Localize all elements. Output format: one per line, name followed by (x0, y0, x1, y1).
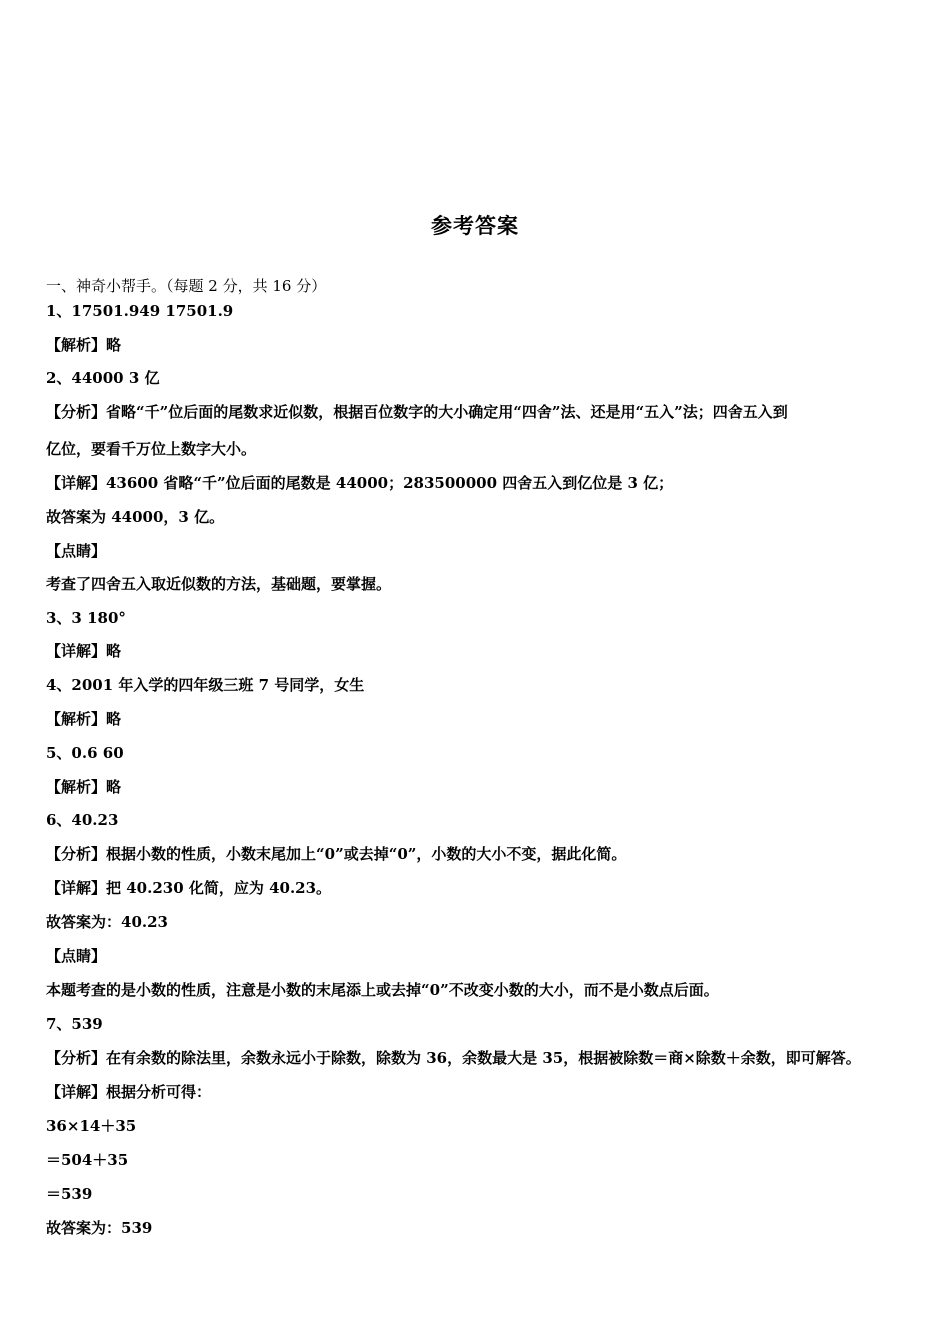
answer-line: 故答案为 44000，3 亿。 (46, 508, 225, 526)
answer-line: 3、3 180° (46, 609, 126, 627)
answer-line: 2、44000 3 亿 (46, 369, 160, 387)
page-title: 参考答案 (431, 213, 519, 238)
answer-line: 【详解】把 40.230 化简，应为 40.23。 (46, 879, 332, 897)
answer-line: 4、2001 年入学的四年级三班 7 号同学，女生 (46, 676, 365, 694)
answer-line: 【详解】根据分析可得： (46, 1083, 212, 1101)
answer-line: 【解析】略 (46, 778, 122, 796)
answer-line: 【详解】略 (46, 642, 122, 660)
answer-line: 【点睛】 (46, 947, 107, 965)
section-heading: 一、神奇小帮手。（每题 2 分，共 16 分） (46, 277, 327, 295)
answer-line: 【分析】在有余数的除法里，余数永远小于除数，除数为 36，余数最大是 35，根据被除数＝商×除数＋余数，即可解答。 (46, 1049, 861, 1067)
answer-line: 本题考查的是小数的性质，注意是小数的末尾添上或去掉“0”不改变小数的大小，而不是小数点后面。 (46, 981, 719, 999)
answer-line: 【详解】43600 省略“千”位后面的尾数是 44000；283500000 四舍五入到亿位是 3 亿； (46, 474, 674, 492)
answer-line: 【分析】省略“千”位后面的尾数求近似数，根据百位数字的大小确定用“四舍”法、还是用“五入”法；四舍五入到 (46, 403, 788, 421)
answer-line: 【解析】略 (46, 336, 122, 354)
answer-line: 36×14＋35 (46, 1117, 137, 1135)
answer-line: ＝539 (46, 1185, 93, 1203)
answer-line: 【解析】略 (46, 710, 122, 728)
answer-line: 亿位，要看千万位上数字大小。 (46, 440, 257, 458)
answer-line: 考查了四舍五入取近似数的方法，基础题，要掌握。 (46, 575, 392, 593)
answer-line: 【点睛】 (46, 542, 107, 560)
answer-line: 故答案为：40.23 (46, 913, 168, 931)
answer-line: 故答案为：539 (46, 1219, 153, 1237)
answer-line: 1、17501.949 17501.9 (46, 302, 234, 320)
answer-line: 【分析】根据小数的性质，小数末尾加上“0”或去掉“0”，小数的大小不变，据此化简。 (46, 845, 627, 863)
answer-line: ＝504＋35 (46, 1151, 129, 1169)
answer-line: 5、0.6 60 (46, 744, 124, 762)
answer-line: 6、40.23 (46, 811, 119, 829)
answer-line: 7、539 (46, 1015, 103, 1033)
